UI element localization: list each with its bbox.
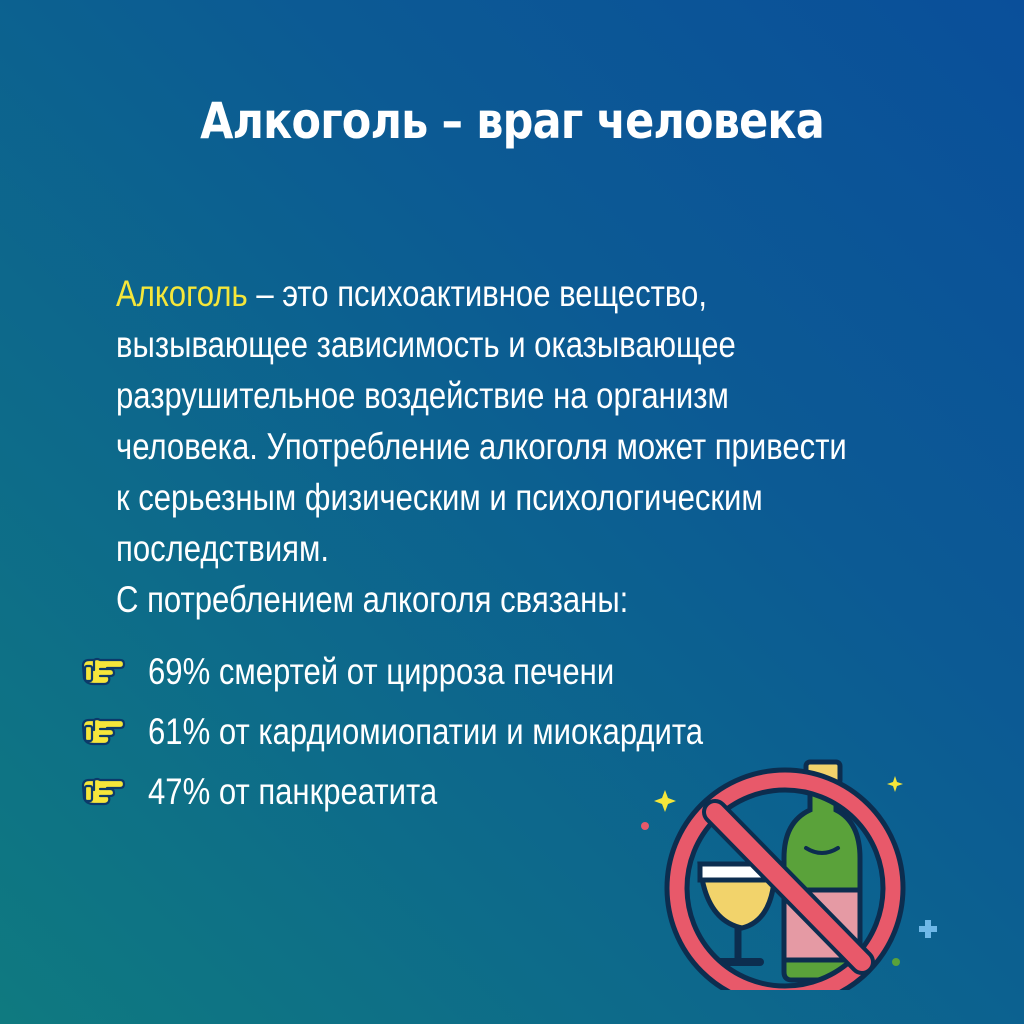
intro-line-7: С потреблением алкоголя связаны: <box>116 579 629 620</box>
highlight-word: Алкоголь <box>116 273 248 314</box>
no-alcohol-sign-icon <box>630 750 950 990</box>
dot-icon <box>641 822 649 830</box>
intro-line-5: к серьезным физическим и психологическим <box>116 477 763 518</box>
pointing-hand-icon <box>80 776 126 808</box>
dot-icon <box>892 958 900 966</box>
intro-paragraph <box>116 268 964 625</box>
list-item-text: 47% от панкреатита <box>148 771 438 812</box>
list-item-text: 61% от кардиомиопатии и миокардита <box>148 711 704 752</box>
intro-line-6: последствиям. <box>116 528 330 569</box>
intro-line-2: вызывающее зависимость и оказывающее <box>116 324 736 365</box>
list-item-text: 69% смертей от цирроза печени <box>148 651 615 692</box>
intro-line-4: человека. Употребление алкоголя может привести <box>116 426 847 467</box>
pointing-hand-icon <box>80 656 126 688</box>
intro-line-1-rest: – это психоактивное вещество, <box>247 273 707 314</box>
page-title: Алкоголь – враг человека <box>200 92 824 150</box>
plus-icon <box>919 920 937 938</box>
pointing-hand-icon <box>80 716 126 748</box>
list-item <box>80 642 809 702</box>
intro-line-3: разрушительное воздействие на организм <box>116 375 729 416</box>
intro-line-1 <box>116 268 964 319</box>
